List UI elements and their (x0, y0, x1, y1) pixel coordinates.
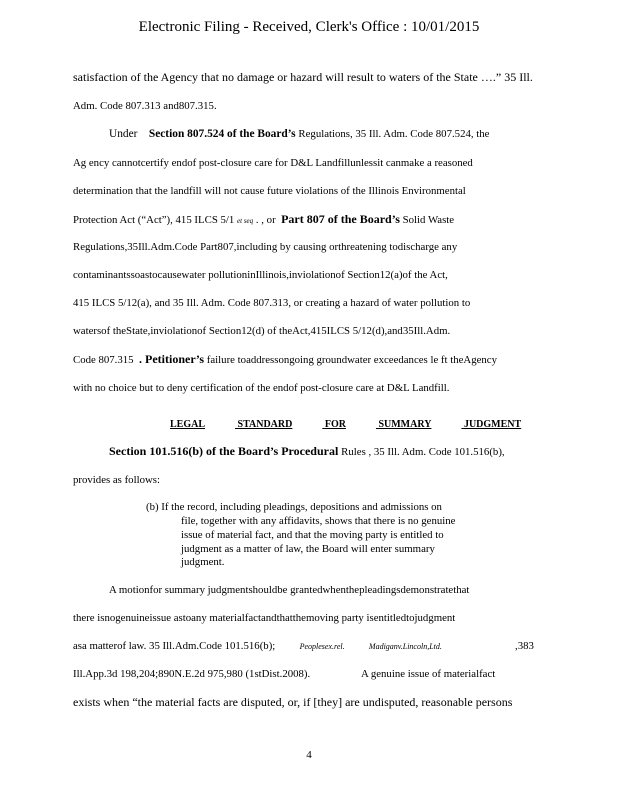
para2-line9 (73, 352, 497, 367)
para2-part-807: Part 807 of the Board’s (281, 212, 400, 226)
para1-line2: Adm. Code 807.313 and807.315. (73, 100, 217, 112)
para2-line10: with no choice but to deny certification of the endof post-closure care at D&L Landfill. (73, 382, 450, 394)
para2-line9-tail: failure toaddressongoing groundwater exceedances le ft theAgency (206, 354, 497, 366)
filing-stamp-header: Electronic Filing - Received, Clerk's Office : 10/01/2015 (138, 19, 480, 35)
para2-line5: Regulations,35Ill.Adm.Code Part807,including by causing orthreatening todischarge any (73, 241, 458, 253)
para2-line4 (73, 212, 454, 228)
para2-line4-or: . , or (255, 214, 276, 226)
para2-line6: contaminantssoastocausewater pollutioninIllinois,inviolationof Section12(a)of the Act, (73, 269, 448, 281)
para4-case-party: Peoplesex.rel. (299, 642, 345, 651)
quote-line3: issue of material fact, and that the moving party is entitled to (181, 529, 444, 541)
para4-line1: A motionfor summary judgmentshouldbe grantedwhenthepleadingsdemonstratethat (109, 584, 470, 596)
heading-word: FOR (324, 419, 346, 430)
para2-line4-act: Protection Act (“Act”), 415 ILCS 5/1 (73, 214, 235, 226)
para2-line7: 415 ILCS 5/12(a), and 35 Ill. Adm. Code 807.313, or creating a hazard of water pollution to (73, 297, 471, 309)
para2-section-ref: Section 807.524 of the Board’s (148, 128, 296, 140)
para2-line3: determination that the landfill will not cause future violations of the Illinois Environmental (73, 185, 466, 197)
para1-line1: satisfaction of the Agency that no damage or hazard will result to waters of the State ….” 35 Ill. (73, 70, 533, 84)
para4-genuine-issue: A genuine issue of materialfact (360, 668, 496, 680)
para3-section-ref: Section 101.516(b) of the Board’s Procedural (109, 444, 339, 458)
para2-et-seq: et seq (237, 217, 254, 225)
heading-word: STANDARD (237, 419, 293, 430)
para3-line2: provides as follows: (73, 474, 160, 486)
para2-line1-lead: Under (109, 128, 138, 140)
para4-citation: Ill.App.3d 198,204;890N.E.2d 975,980 (1stDist.2008). (73, 668, 311, 680)
page-number: 4 (306, 749, 312, 761)
para4-line2: there isnogenuineissue astoany materialfactandthatthemoving party isentitledtojudgment (73, 612, 456, 624)
heading-word: LEGAL (170, 419, 206, 430)
para3-line1 (109, 444, 505, 459)
quote-line2: file, together with any affidavits, shows that there is no genuine (181, 515, 456, 527)
para4-line4 (73, 667, 495, 681)
para4-case-volume: ,383 (515, 640, 534, 652)
para2-line2: Ag ency cannotcertify endof post-closure care for D&L Landfillunlessit canmake a reasoned (73, 157, 473, 169)
para2-line1-tail: Regulations, 35 Ill. Adm. Code 807.524, the (298, 128, 490, 140)
heading-word: SUMMARY (378, 419, 432, 430)
para2-solid-waste: Solid Waste (402, 214, 455, 226)
para2-petitioner: . Petitioner’s (139, 352, 205, 366)
quote-line5: judgment. (181, 556, 225, 568)
para4-line3 (73, 639, 442, 654)
para4-line5: exists when “the material facts are disputed, or, if [they] are undisputed, reasonable persons (73, 695, 513, 709)
quote-line4: judgment as a matter of law, the Board will enter summary (181, 543, 435, 555)
para3-line1-tail: Rules , 35 Ill. Adm. Code 101.516(b), (341, 446, 505, 458)
para2-line1 (109, 127, 489, 141)
para4-case-name: Madiganv.Lincoln,Ltd. (368, 642, 442, 651)
para4-line3-rule: asa matterof law. 35 Ill.Adm.Code 101.516(b); (73, 640, 276, 652)
para2-line9-code: Code 807.315 (73, 354, 134, 366)
para2-line8: watersof theState,inviolationof Section12(d) of theAct,415ILCS 5/12(d),and35Ill.Adm. (73, 325, 451, 337)
section-heading (170, 419, 551, 430)
heading-word: JUDGMENT (463, 419, 522, 430)
quote-line1: (b) If the record, including pleadings, depositions and admissions on (146, 501, 442, 513)
